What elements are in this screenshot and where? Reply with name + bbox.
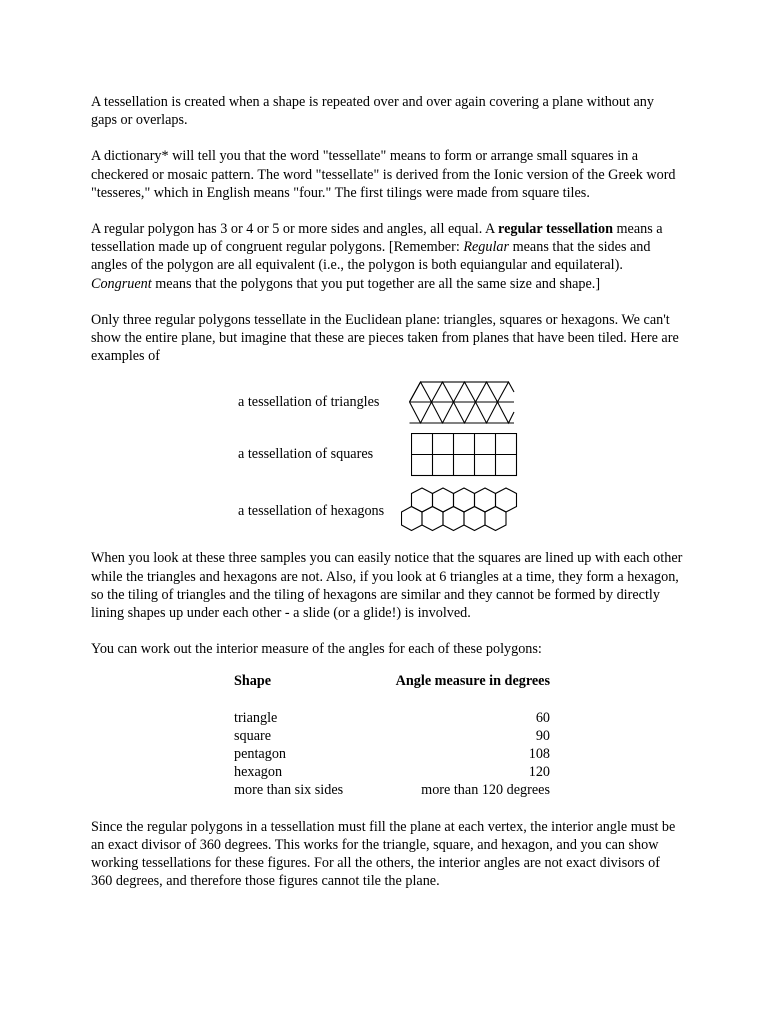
term-congruent: Congruent [91, 275, 152, 292]
paragraph-regular-polygon [91, 220, 683, 293]
term-regular-tessellation: regular tessellation [498, 221, 613, 238]
text-run: means that the sides and angles of the polygon are all equivalent (i.e., the polygon is both equiangular and equilateral). [91, 239, 651, 274]
table-row [234, 781, 550, 799]
table-row [234, 727, 550, 745]
cell-shape: pentagon [234, 746, 287, 763]
cell-angle: more than 120 degrees [421, 782, 550, 799]
cell-shape: more than six sides [234, 782, 344, 799]
cell-shape: hexagon [234, 764, 283, 781]
header-shape: Shape [234, 673, 272, 690]
text-run: means a tessellation made up of congruent regular polygons. [Remember: [91, 221, 663, 256]
cell-angle: 120 [528, 764, 550, 781]
square-tessellation-image [411, 433, 521, 477]
figure-triangles-label: a tessellation of triangles [238, 394, 380, 411]
table-row [234, 745, 550, 763]
figure-squares-row [91, 433, 683, 487]
angle-table-header [234, 672, 550, 708]
cell-shape: triangle [234, 709, 278, 726]
hexagon-tessellation-image [401, 487, 531, 543]
header-angle: Angle measure in degrees [395, 673, 550, 690]
table-row [234, 709, 550, 727]
paragraph-conclusion: Since the regular polygons in a tessellation must fill the plane at each vertex, the interior angle must be an exact divisor of 360 degrees. This works for the triangle, square, and hexagon, and you can show working tessellations for these figures. For all the others, the interior angles are not exact divisors of 360 degrees, and therefore those figures cannot tile the plane. [91, 818, 676, 890]
document-body [91, 93, 683, 908]
figure-hexagons-row [91, 487, 683, 549]
cell-shape: square [234, 727, 272, 744]
paragraph-three-polygons: Only three regular polygons tessellate in the Euclidean plane: triangles, squares or hexagons. We can't show the entire plane, but imagine that these are pieces taken from planes that have been tiled. Here are examples of [91, 311, 679, 365]
paragraph-samples: When you look at these three samples you can easily notice that the squares are lined up with each other while the triangles and hexagons are not. Also, if you look at 6 triangles at a time, they form a hexagon, so the tiling of triangles and the tiling of hexagons are similar and they cannot be formed by directly lining shapes up under each other - a slide (or a glide!) is involved. [91, 550, 683, 622]
text-run: means that the polygons that you put together are all the same size and shape.] [151, 275, 601, 292]
triangle-tessellation-image [409, 381, 519, 425]
cell-angle: 60 [535, 709, 550, 726]
text-run: A regular polygon has 3 or 4 or 5 or more sides and angles, all equal. A [91, 221, 499, 238]
figure-squares-label: a tessellation of squares [238, 446, 374, 463]
angle-table [234, 672, 550, 799]
cell-angle: 108 [528, 746, 550, 763]
cell-angle: 90 [535, 727, 550, 744]
paragraph-interior-angles: You can work out the interior measure of the angles for each of these polygons: [91, 641, 542, 658]
paragraph-dictionary: A dictionary* will tell you that the word "tessellate" means to form or arrange small squares in a checkered or mosaic pattern. The word "tessellate" is derived from the Ionic version of the Greek word "tesseres," which in English means "four." The first tilings were made from square tiles. [91, 148, 676, 201]
paragraph-definition: A tessellation is created when a shape is repeated over and over again covering a plane without any gaps or overlaps. [91, 94, 654, 129]
figure-hexagons-label: a tessellation of hexagons [238, 503, 385, 520]
figure-triangles-row [91, 381, 683, 433]
table-row [234, 763, 550, 781]
term-regular: Regular [463, 239, 510, 256]
